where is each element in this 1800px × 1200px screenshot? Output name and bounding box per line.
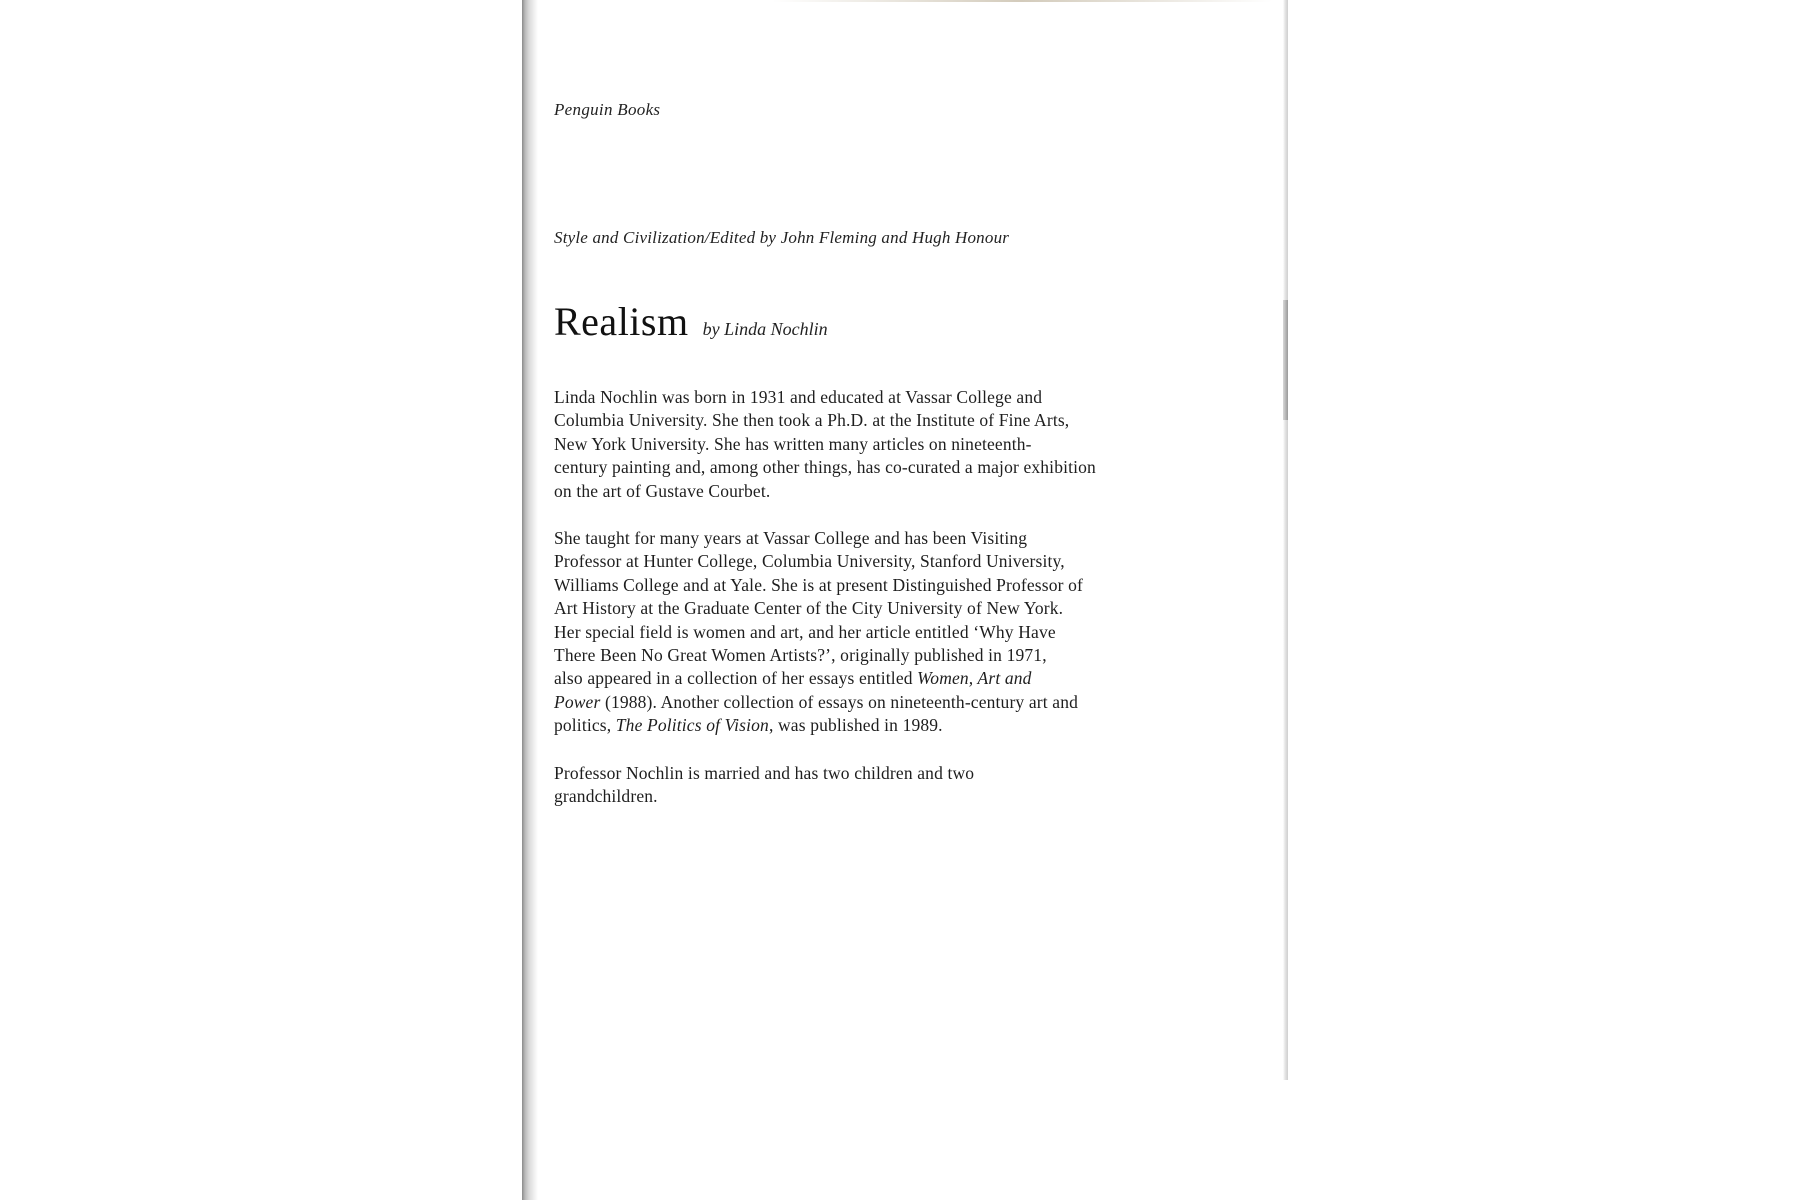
page-right-edge-shadow: [1283, 300, 1288, 420]
bio-text: , was published in 1989.: [768, 715, 943, 736]
bio-line: New York University. She has written many articles on nineteenth-: [554, 433, 1032, 454]
author-byline: by Linda Nochlin: [702, 319, 828, 339]
bio-text: (1988). Another collection of essays on nineteenth-century art and: [600, 691, 1078, 712]
bio-line: Williams College and at Yale. She is at present Distinguished Professor of: [554, 574, 1084, 595]
bio-line: century painting and, among other things, has co-curated a major exhibition: [554, 457, 1096, 478]
book-page: [522, 0, 1288, 1200]
bio-line: Linda Nochlin was born in 1931 and educated at Vassar College and: [554, 387, 1043, 407]
bio-line: Professor at Hunter College, Columbia University, Stanford University,: [554, 551, 1065, 572]
bio-paragraph-1: [554, 386, 1214, 503]
bio-line: Art History at the Graduate Center of the City University of New York.: [554, 598, 1064, 619]
book-title-reference: The Politics of Vision: [615, 715, 769, 736]
book-title: Realism: [554, 299, 689, 344]
page-spine-shadow: [522, 0, 538, 1200]
bio-line: grandchildren.: [554, 786, 658, 807]
bio-line-mixed: [554, 667, 1214, 690]
bio-line: Columbia University. She then took a Ph.D. at the Institute of Fine Arts,: [554, 410, 1070, 431]
page-top-edge: [772, 0, 1272, 2]
bio-line: There Been No Great Women Artists?’, originally published in 1971,: [554, 645, 1047, 666]
bio-line-mixed: [554, 691, 1214, 714]
bio-line: Her special field is women and art, and her article entitled ‘Why Have: [554, 621, 1056, 642]
book-title-reference: Women, Art and: [917, 668, 1032, 689]
bio-paragraph-2: [554, 527, 1214, 738]
publisher-name: Penguin Books: [554, 100, 661, 119]
bio-line-mixed: [554, 714, 1214, 737]
page-right-edge: [1283, 0, 1288, 1080]
bio-line: Professor Nochlin is married and has two children and two: [554, 762, 975, 783]
book-title-reference: Power: [554, 691, 601, 712]
author-biography: [554, 386, 1214, 833]
bio-line: on the art of Gustave Courbet.: [554, 480, 771, 501]
bio-text: also appeared in a collection of her essays entitled: [554, 668, 918, 689]
series-line: Style and Civilization/Edited by John Fleming and Hugh Honour: [554, 228, 1010, 247]
bio-line: She taught for many years at Vassar College and has been Visiting: [554, 528, 1028, 549]
bio-text: politics,: [554, 715, 616, 736]
title-block: [554, 298, 828, 345]
bio-paragraph-3: [554, 762, 1214, 809]
